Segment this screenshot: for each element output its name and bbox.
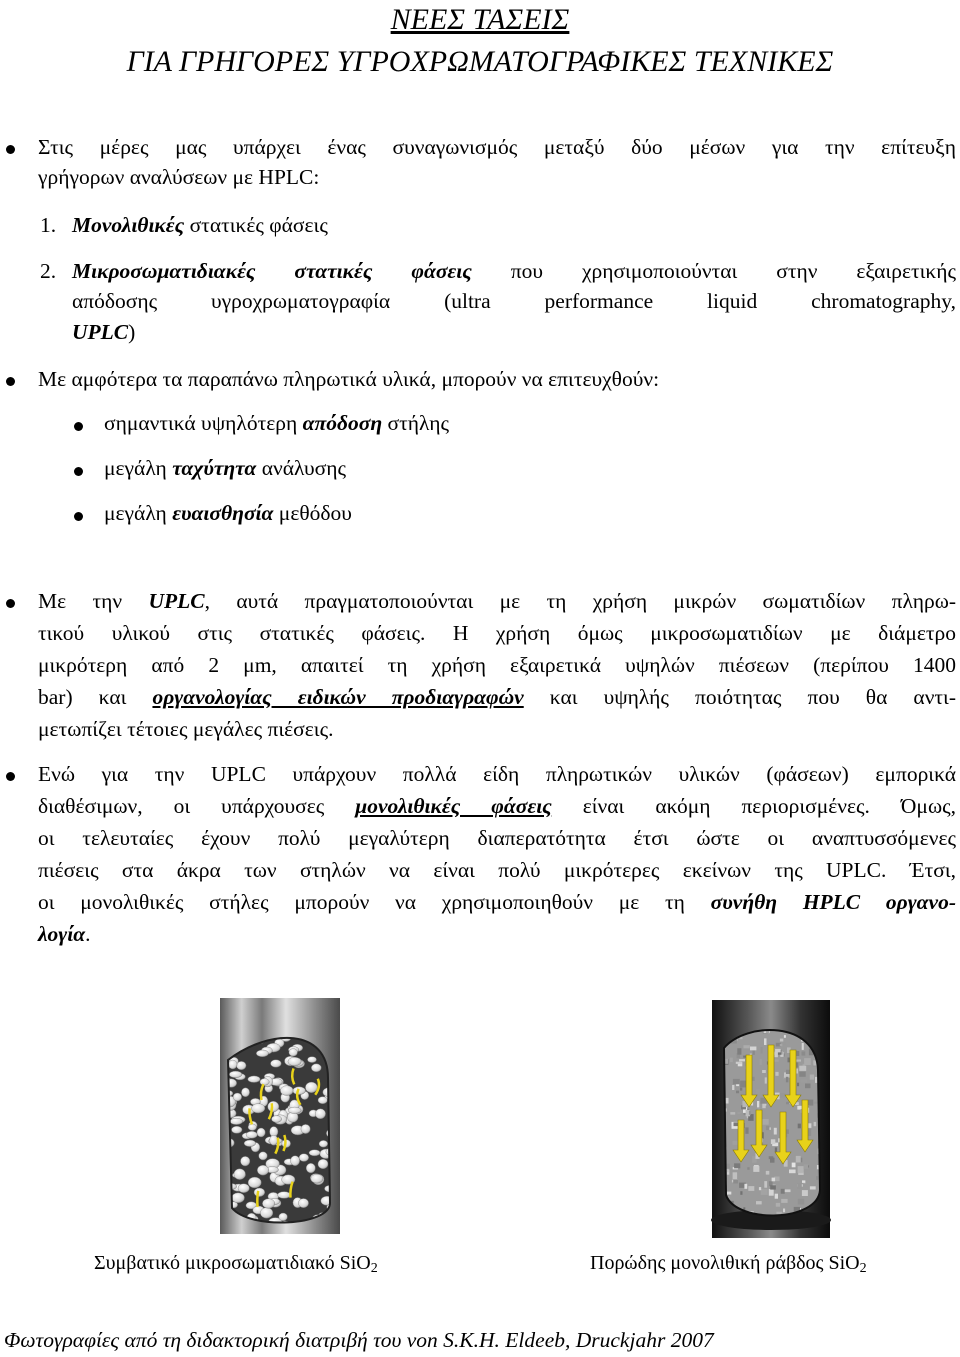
sub-bullet-dot [74,422,83,431]
item1-bold: Μονολιθικές [72,213,185,237]
bullet4-post: είναι ακόμη περιορισμένες. Όμως, [551,794,956,818]
bullet4-line4: πιέσεις στα άκρα των στηλών να είναι πολύ μικρότερες εκείνων της UPLC. Έτσι, [38,858,956,882]
bullet3-line1 [38,586,956,617]
bullet4-monolithic: μονολιθικές φάσεις [355,794,552,818]
bullet4-hplc: συνήθη HPLC οργανο- [710,890,956,914]
sub-bullet-dot [74,467,83,476]
bullet4-pre: διαθέσιμων, οι υπάρχουσες [38,794,356,818]
particle-column-illustration [210,998,350,1234]
item2-rest: που χρησιμοποιούνται στην εξαιρετικής [471,259,956,283]
bullet3-pre: bar) και [38,685,153,709]
item1-rest: στατικές φάσεις [184,213,328,237]
caption-right-text: Πορώδης μονολιθική ράβδος SiO [590,1252,860,1274]
item2-line2: απόδοσης υγροχρωματογραφία (ultra performance liquid chromatography, [72,289,956,313]
sub-item-speed [104,453,346,484]
bullet1-line1: Στις μέρες μας υπάρχει ένας συναγωνισμός μεταξύ δύο μέσων για την επίτευξη [38,135,956,159]
caption-monolith [590,1250,867,1276]
bullet4-logia: λογία [38,922,86,946]
sub-item-pre: μεγάλη [104,501,173,525]
bullet4-line2 [38,791,956,822]
caption-left-sub: 2 [370,1261,378,1276]
sub-item-bold: ευαισθησία [172,501,274,525]
page-subtitle: ΓΙΑ ΓΡΗΓΟΡΕΣ ΥΓΡΟΧΡΩΜΑΤΟΓΡΑΦΙΚΕΣ ΤΕΧΝΙΚΕΣ [126,45,834,78]
caption-right-sub: 2 [859,1261,867,1276]
bullet4-period: . [85,922,91,946]
sub-item-efficiency [104,408,449,439]
sub-item-bold: ταχύτητα [172,456,257,480]
bullet4-line6 [38,919,956,950]
bullet3-line5: μετωπίζει τέτοιες μεγάλες πιέσεις. [38,717,334,741]
bullet4-line3: οι τελευταίες έχουν πολύ μεγαλύτερη διαπερατότητα έτσι ώστε οι αναπτυσσόμενες [38,826,956,850]
bullet3-line2: τικού υλικού στις στατικές φάσεις. Η χρήση όμως μικροσωματιδίων με διάμετρο [38,621,956,645]
sub-item-post: ανάλυσης [256,456,346,480]
bullet-dot [6,145,15,154]
bullet-dot [6,772,15,781]
page-title: ΝΕΕΣ ΤΑΣΕΙΣ [390,3,570,36]
bullet-dot [6,599,15,608]
bullet3-post: και υψηλής ποιότητας που θα αντι- [523,685,957,709]
sub-item-post: στήλης [382,411,449,435]
bullet3-pre: Με την [38,589,149,613]
item2-number: 2. [40,259,57,283]
sub-item-post: μεθόδου [273,501,352,525]
bullet2-text: Με αμφότερα τα παραπάνω πληρωτικά υλικά, μπορούν να επιτευχθούν: [38,367,660,391]
sub-item-pre: σημαντικά υψηλότερη [104,411,303,435]
sub-item-bold: απόδοση [302,411,383,435]
bullet1-line2: γρήγορων αναλύσεων με HPLC: [38,165,320,189]
item2-line3 [72,317,956,348]
caption-particulate [94,1250,378,1276]
bullet3-line3: μικρότερη από 2 μm, απαιτεί τη χρήση εξαιρετικά υψηλών πιέσεων (περίπου 1400 [38,653,956,677]
bullet3-line4 [38,682,956,713]
photo-credit: Φωτογραφίες από τη διδακτορική διατριβή του von S.K.H. Eldeeb, Druckjahr 2007 [4,1328,714,1352]
bullet3-instrument: οργανολογίας ειδικών προδιαγραφών [152,685,524,709]
sub-bullet-dot [74,512,83,521]
bullet3-uplc: UPLC [148,589,205,613]
item1-text [72,210,952,241]
bullet4-pre: οι μονολιθικές στήλες μπορούν να χρησιμοποιηθούν με τη [38,890,711,914]
monolith-rod-illustration [706,1000,836,1238]
item2-uplc: UPLC [72,320,129,344]
item2-bold: Μικροσωματιδιακές στατικές φάσεις [72,259,472,283]
bullet4-line5 [38,887,956,918]
particle-column-image [210,998,350,1234]
bullet4-line1: Ενώ για την UPLC υπάρχουν πολλά είδη πληρωτικών υλικών (φάσεων) εμπορικά [38,762,956,786]
item1-number: 1. [40,213,57,237]
item2-line1 [72,256,956,287]
caption-left-text: Συμβατικό μικροσωματιδιακό SiO [94,1252,371,1274]
monolith-rod-image [706,1000,836,1238]
bullet-dot [6,377,15,386]
item2-paren: ) [128,320,136,344]
bullet3-post: , αυτά πραγματοποιούνται με τη χρήση μικρών σωματιδίων πληρω- [204,589,956,613]
sub-item-pre: μεγάλη [104,456,173,480]
sub-item-sensitivity [104,498,352,529]
